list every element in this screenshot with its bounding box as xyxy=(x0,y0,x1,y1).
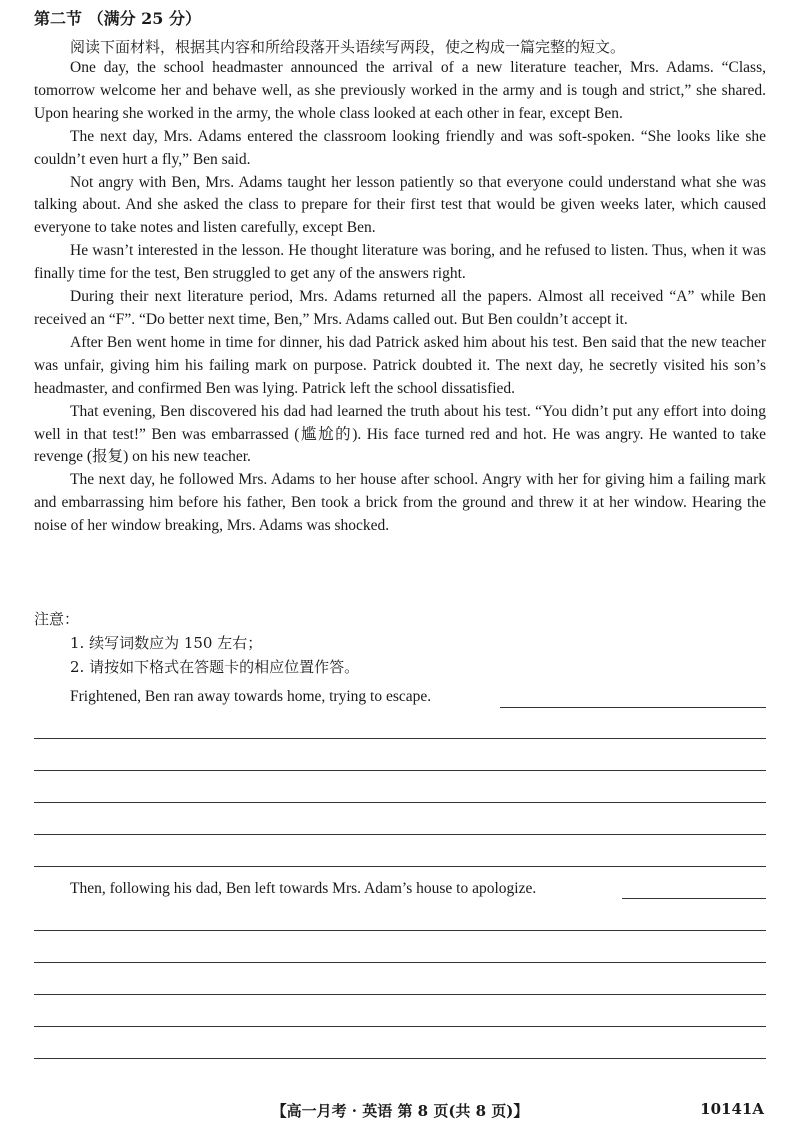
answer-line[interactable] xyxy=(34,962,766,963)
section-instruction: 阅读下面材料，根据其内容和所给段落开头语续写两段，使之构成一篇完整的短文。 xyxy=(70,38,626,56)
note-item: 1. 续写词数应为 150 左右； xyxy=(70,634,263,652)
passage-paragraph: After Ben went home in time for dinner, his dad Patrick asked him about his test. Ben said that the new teacher was unfair, giving him his failing mark on purpose. Patrick doubted it. The next day, he secretly visited his son’s headmaster, and confirmed Ben was lying. Patrick left the school dissatisfied. xyxy=(34,333,766,397)
paragraph2-starter: Then, following his dad, Ben left towards Mrs. Adam’s house to apologize. xyxy=(70,880,537,897)
answer-line[interactable] xyxy=(34,994,766,995)
answer-line[interactable] xyxy=(34,930,766,931)
answer-line[interactable] xyxy=(34,1026,766,1027)
answer-line[interactable] xyxy=(500,707,766,708)
answer-line[interactable] xyxy=(622,898,766,899)
passage-paragraph: During their next literature period, Mrs. Adams returned all the papers. Almost all received “A” while Ben received an “F”. “Do better next time, Ben,” Mrs. Adams called out. But Ben couldn’t accept it. xyxy=(34,288,766,328)
answer-line[interactable] xyxy=(34,738,766,739)
passage-paragraph: Not angry with Ben, Mrs. Adams taught her lesson patiently so that everyone could understand what she was talking about. And she asked the class to prepare for their first test that would be given weeks later, which caused everyone to take notes and listen carefully, except Ben. xyxy=(34,173,766,237)
paper-code: 10141A xyxy=(700,1100,764,1118)
answer-line[interactable] xyxy=(34,802,766,803)
reading-passage xyxy=(34,57,766,538)
answer-line[interactable] xyxy=(34,770,766,771)
paragraph1-starter: Frightened, Ben ran away towards home, trying to escape. xyxy=(70,688,432,705)
section-heading: 第二节 （满分 25 分） xyxy=(34,9,201,28)
passage-paragraph: He wasn’t interested in the lesson. He thought literature was boring, and he refused to listen. Thus, when it was finally time for the test, Ben struggled to get any of the answers right. xyxy=(34,242,766,283)
page-footer: 【高一月考 · 英语 第 8 页(共 8 页)】 xyxy=(271,1102,529,1120)
answer-line[interactable] xyxy=(34,866,766,867)
notes-title: 注意： xyxy=(34,610,80,628)
passage-paragraph: That evening, Ben discovered his dad had learned the truth about his test. “You didn’t put any effort into doing well in that test!” Ben was embarrassed (尴尬的). His face turned red and hot. He was angry. He wanted to take revenge (报复) on his new teacher. xyxy=(34,402,766,466)
answer-line[interactable] xyxy=(34,1058,766,1059)
answer-line[interactable] xyxy=(34,834,766,835)
note-item: 2. 请按如下格式在答题卡的相应位置作答。 xyxy=(70,658,360,676)
passage-paragraph: The next day, he followed Mrs. Adams to her house after school. Angry with her for giving him a failing mark and embarrassing him before his father, Ben took a brick from the ground and threw it at her window. Hearing the noise of her window breaking, Mrs. Adams was shocked. xyxy=(34,471,766,535)
passage-paragraph: One day, the school headmaster announced the arrival of a new literature teacher, Mrs. Adams. “Class, tomorrow welcome her and behave well, as she previously worked in the army and is tough and strict,” she shared. Upon hearing she worked in the army, the whole class looked at each other in fear, except Ben. xyxy=(34,59,766,122)
passage-paragraph: The next day, Mrs. Adams entered the classroom looking friendly and was soft-spoken. “She looks like she couldn’t even hurt a fly,” Ben said. xyxy=(34,127,766,168)
